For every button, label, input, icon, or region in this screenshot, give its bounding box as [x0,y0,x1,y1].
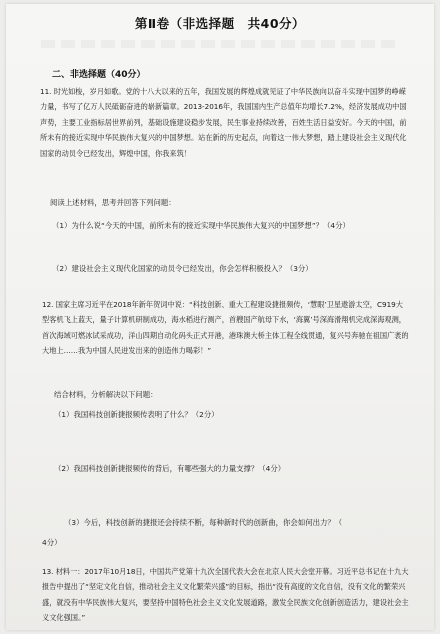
q11-question-2: （2）建设社会主义现代化国家的动员令已经发出，你会怎样积极投入？（3分） [52,264,313,273]
q13-passage: 13. 材料一：2017年10月18日，中国共产党第十九次全国代表大会在北京人民大会堂开幕。习近平总书记在十九大报告中提出了“坚定文化自信，推动社会主义文化繁荣兴盛”的目标，指出“没有高度的文化自信，没有文化的繁荣兴盛，就没有中华民族伟大复兴，要坚持中国特色社会主义文化发展道路，激发全民族文化创新创造活力，建设社会主义文化强国。” [42,567,409,623]
section-title: 第Ⅱ卷（非选择题 共40分） [134,16,306,31]
q11-question-1: （1）为什么说“今天的中国，前所未有的接近实现中华民族伟大复兴的中国梦想”？（4分） [52,221,350,230]
q12-question-1: （1）我国科技创新捷报频传表明了什么？（2分） [54,410,219,419]
q12-question-3-score: 4分） [42,538,62,547]
q12-passage: 12. 国家主席习近平在2018年新年贺词中说：“科技创新、重大工程建设捷报频传，‘慧眼’卫星遨游太空，C919大型客机飞上蓝天，量子计算机研制成功，海水稻进行测产，首艘国产航母下水，‘海翼’号深海滑翔机完成深海观测，首次海域可燃冰试采成功，洋山四期自动化码头正式开港，港珠澳大桥主体工程全线贯通，复兴号奔驰在祖国广袤的大地上……我为中国人民迸发出来的创造伟力喝彩！” [42,300,409,356]
exam-paper [6,4,434,630]
q11-passage: 11. 时光如梭，岁月如歌。党的十八大以来的五年，我国发展的辉煌成就见证了中华民族向以奋斗实现中国梦的峥嵘力量，书写了亿万人民砥砺奋进的崭新篇章。2013-2016年，我国国内生产总值年均增长7.2%，经济发展成功中国声势，主要工业指标居世界前列，基础设施建设稳步发展，民生事业持续改善，百姓生活日益安好。今天的中国，前所未有的接近实现中华民族伟大复兴的中国梦想。站在新的历史起点，向着这一伟大梦想，踏上建设社会主义现代化国家的动员令已经发出，辉煌中国，你我来筑！ [40,87,407,158]
section-heading: 二、非选择题（40分） [52,70,146,80]
q12-question-3: （3）今后，科技创新的捷报还会持续不断，每种新时代的创新曲，你会如何出力？（ [64,518,343,527]
q12-instruction: 结合材料，分析解决以下问题： [54,390,158,399]
q12-question-2: （2）我国科技创新捷报频传的背后，有哪些强大的力量支撑？（4分） [54,464,286,473]
q11-instruction: 阅读上述材料，思考并回答下列问题： [50,198,176,207]
faint-header-bleed [41,40,401,48]
